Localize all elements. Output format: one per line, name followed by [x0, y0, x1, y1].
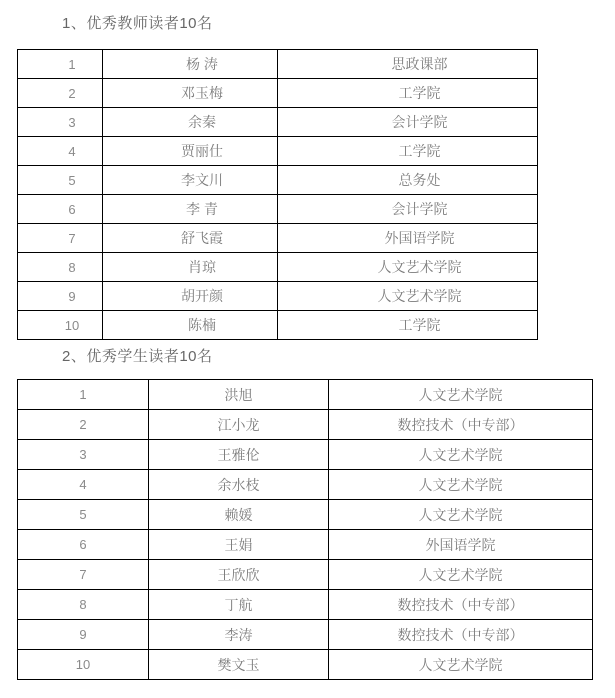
- table-row: [18, 560, 593, 590]
- name-cell: 余秦: [103, 108, 278, 137]
- rank-cell: 7: [18, 560, 149, 590]
- rank-cell: 4: [18, 137, 103, 166]
- department-cell: 人文艺术学院: [329, 560, 593, 590]
- name-cell: 李文川: [103, 166, 278, 195]
- teacher-readers-table: [17, 49, 538, 340]
- name-cell: 余水枝: [149, 470, 329, 500]
- student-readers-heading: 2、优秀学生读者10名: [62, 348, 213, 365]
- department-cell: 人文艺术学院: [329, 650, 593, 680]
- rank-cell: 5: [18, 166, 103, 195]
- table-row: [18, 79, 538, 108]
- table-row: [18, 410, 593, 440]
- table-row: [18, 500, 593, 530]
- table-row: [18, 311, 538, 340]
- rank-cell: 6: [18, 195, 103, 224]
- teacher-readers-tbody: [18, 50, 538, 340]
- table-row: [18, 470, 593, 500]
- department-cell: 人文艺术学院: [278, 282, 538, 311]
- table-row: [18, 50, 538, 79]
- table-row: [18, 440, 593, 470]
- student-readers-tbody: [18, 380, 593, 680]
- rank-cell: 6: [18, 530, 149, 560]
- department-cell: 工学院: [278, 79, 538, 108]
- department-cell: 人文艺术学院: [329, 440, 593, 470]
- department-cell: 人文艺术学院: [329, 470, 593, 500]
- rank-cell: 2: [18, 79, 103, 108]
- department-cell: 数控技术（中专部）: [329, 590, 593, 620]
- name-cell: 陈楠: [103, 311, 278, 340]
- department-cell: 数控技术（中专部）: [329, 620, 593, 650]
- name-cell: 丁航: [149, 590, 329, 620]
- department-cell: 人文艺术学院: [329, 380, 593, 410]
- department-cell: 总务处: [278, 166, 538, 195]
- department-cell: 工学院: [278, 311, 538, 340]
- name-cell: 樊文玉: [149, 650, 329, 680]
- student-readers-table: [17, 379, 593, 680]
- table-row: [18, 380, 593, 410]
- table-row: [18, 108, 538, 137]
- name-cell: 王娟: [149, 530, 329, 560]
- rank-cell: 1: [18, 380, 149, 410]
- rank-cell: 8: [18, 590, 149, 620]
- name-cell: 杨 涛: [103, 50, 278, 79]
- department-cell: 会计学院: [278, 108, 538, 137]
- name-cell: 胡开颜: [103, 282, 278, 311]
- table-row: [18, 195, 538, 224]
- rank-cell: 9: [18, 620, 149, 650]
- name-cell: 肖琼: [103, 253, 278, 282]
- rank-cell: 1: [18, 50, 103, 79]
- name-cell: 赖媛: [149, 500, 329, 530]
- rank-cell: 3: [18, 108, 103, 137]
- rank-cell: 7: [18, 224, 103, 253]
- department-cell: 外国语学院: [329, 530, 593, 560]
- name-cell: 王欣欣: [149, 560, 329, 590]
- rank-cell: 3: [18, 440, 149, 470]
- table-row: [18, 620, 593, 650]
- department-cell: 思政课部: [278, 50, 538, 79]
- name-cell: 江小龙: [149, 410, 329, 440]
- table-row: [18, 253, 538, 282]
- table-row: [18, 282, 538, 311]
- department-cell: 会计学院: [278, 195, 538, 224]
- name-cell: 洪旭: [149, 380, 329, 410]
- name-cell: 邓玉梅: [103, 79, 278, 108]
- table-row: [18, 530, 593, 560]
- department-cell: 人文艺术学院: [278, 253, 538, 282]
- rank-cell: 2: [18, 410, 149, 440]
- table-row: [18, 224, 538, 253]
- rank-cell: 5: [18, 500, 149, 530]
- teacher-readers-heading: 1、优秀教师读者10名: [62, 15, 213, 32]
- department-cell: 工学院: [278, 137, 538, 166]
- department-cell: 数控技术（中专部）: [329, 410, 593, 440]
- rank-cell: 8: [18, 253, 103, 282]
- department-cell: 人文艺术学院: [329, 500, 593, 530]
- table-row: [18, 650, 593, 680]
- name-cell: 李涛: [149, 620, 329, 650]
- name-cell: 王雅伦: [149, 440, 329, 470]
- name-cell: 舒飞霞: [103, 224, 278, 253]
- name-cell: 李 青: [103, 195, 278, 224]
- table-row: [18, 590, 593, 620]
- rank-cell: 10: [18, 650, 149, 680]
- rank-cell: 4: [18, 470, 149, 500]
- table-row: [18, 137, 538, 166]
- department-cell: 外国语学院: [278, 224, 538, 253]
- name-cell: 贾丽仕: [103, 137, 278, 166]
- table-row: [18, 166, 538, 195]
- rank-cell: 9: [18, 282, 103, 311]
- rank-cell: 10: [18, 311, 103, 340]
